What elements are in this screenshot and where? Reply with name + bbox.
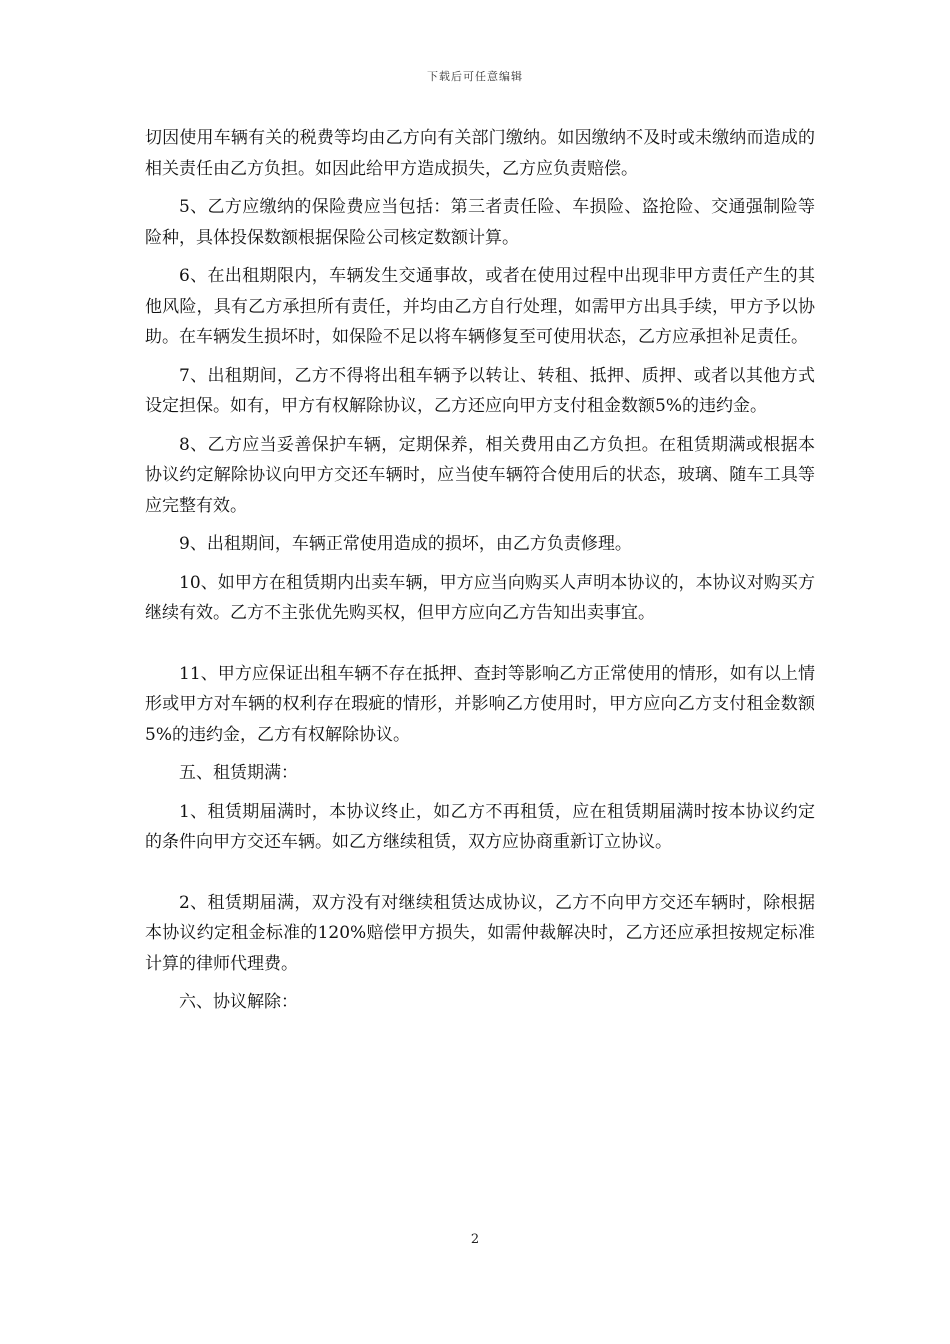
page-header: 下载后可任意编辑 [427, 70, 523, 83]
paragraph-item-6: 6、在出租期限内，车辆发生交通事故，或者在使用过程中出现非甲方责任产生的其他风险，具有乙方承担所有责任，并均由乙方自行处理，如需甲方出具手续，甲方予以协助。在车辆发生损坏时，如保险不足以将车辆修复至可使用状态，乙方应承担补足责任。 [145, 266, 815, 347]
paragraph-expiry-item-1: 1、租赁期届满时，本协议终止，如乙方不再租赁，应在租赁期届满时按本协议约定的条件向甲方交还车辆。如乙方继续租赁，双方应协商重新订立协议。 [145, 801, 815, 852]
paragraph-item-11: 11、甲方应保证出租车辆不存在抵押、查封等影响乙方正常使用的情形，如有以上情形或甲方对车辆的权利存在瑕疵的情形，并影响乙方使用时，甲方应向乙方支付租金数额5%的违约金，乙方有权解除协议。 [145, 663, 815, 745]
page-number: 2 [470, 1232, 480, 1247]
section-heading-termination: 六、协议解除： [179, 992, 298, 1012]
paragraph-item-8: 8、乙方应当妥善保护车辆，定期保养，相关费用由乙方负担。在租赁期满或根据本协议约定解除协议向甲方交还车辆时，应当使车辆符合使用后的状态，玻璃、随车工具等应完整有效。 [145, 434, 815, 516]
paragraph-item-7: 7、出租期间，乙方不得将出租车辆予以转让、转租、抵押、质押、或者以其他方式设定担保。如有，甲方有权解除协议，乙方还应向甲方支付租金数额5%的违约金。 [145, 365, 815, 416]
paragraph-item-5: 5、乙方应缴纳的保险费应当包括：第三者责任险、车损险、盗抢险、交通强制险等险种，具体投保数额根据保险公司核定数额计算。 [145, 197, 815, 248]
paragraph-expiry-item-2: 2、租赁期届满，双方没有对继续租赁达成协议，乙方不向甲方交还车辆时，除根据本协议约定租金标准的120%赔偿甲方损失，如需仲裁解决时，乙方还应承担按规定标准计算的律师代理费。 [145, 892, 815, 974]
document-body [145, 123, 815, 1026]
paragraph-tax-fees: 切因使用车辆有关的税费等均由乙方向有关部门缴纳。如因缴纳不及时或未缴纳而造成的相关责任由乙方负担。如因此给甲方造成损失，乙方应负责赔偿。 [145, 128, 815, 179]
paragraph-item-9: 9、出租期间，车辆正常使用造成的损坏，由乙方负责修理。 [179, 534, 632, 554]
paragraph-item-10: 10、如甲方在租赁期内出卖车辆，甲方应当向购买人声明本协议的，本协议对购买方继续有效。乙方不主张优先购买权，但甲方应向乙方告知出卖事宜。 [145, 572, 815, 623]
section-heading-lease-expiry: 五、租赁期满： [179, 763, 298, 783]
